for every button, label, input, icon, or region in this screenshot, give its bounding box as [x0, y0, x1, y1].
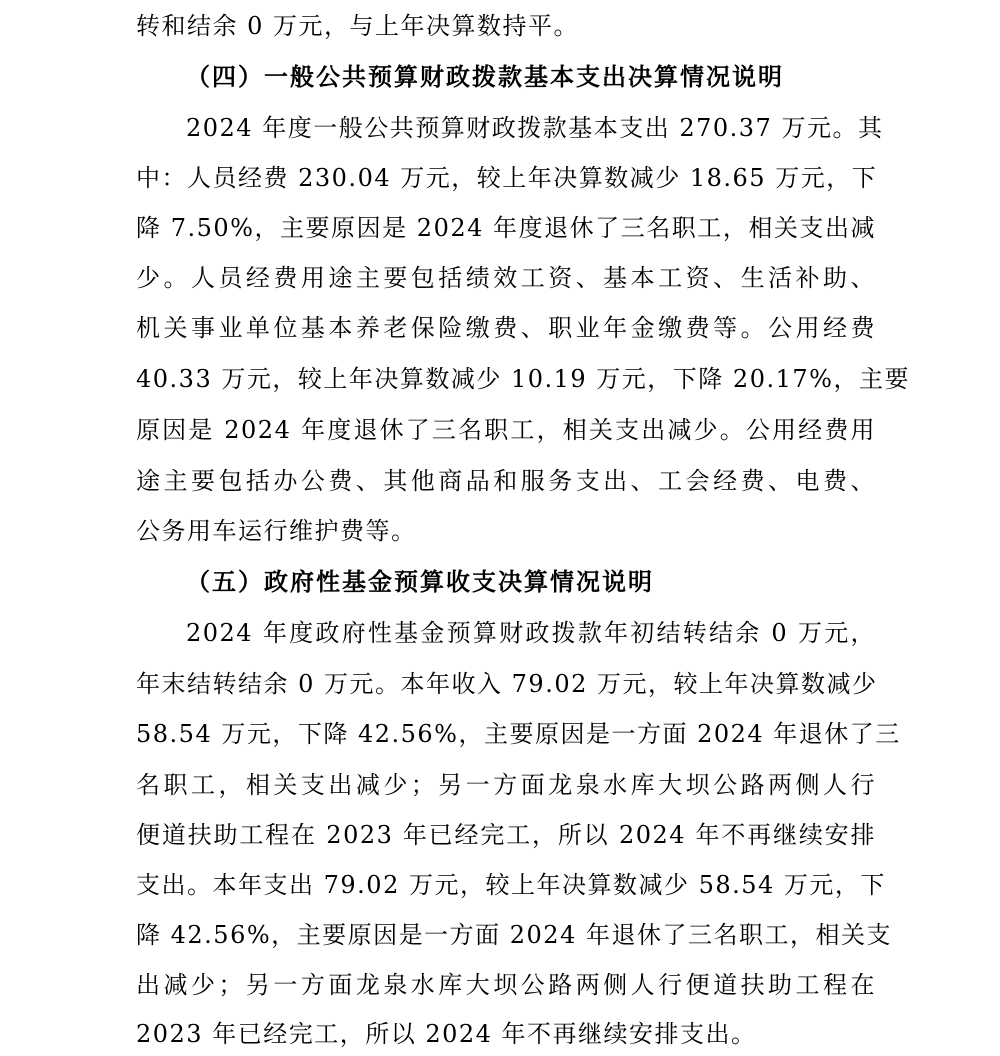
paragraph-line: 40.33 万元，较上年决算数减少 10.19 万元，下降 20.17%，主要 [136, 365, 910, 393]
paragraph-line: 年末结转结余 0 万元。本年收入 79.02 万元，较上年决算数减少 [136, 670, 878, 698]
paragraph-line: 2024 年度政府性基金预算财政拨款年初结转结余 0 万元， [186, 619, 876, 647]
paragraph-line: 公务用车运行维护费等。 [136, 517, 417, 545]
paragraph-line: 中：人员经费 230.04 万元，较上年决算数减少 18.65 万元，下 [136, 164, 878, 192]
paragraph-line: 2024 年度一般公共预算财政拨款基本支出 270.37 万元。其 [186, 114, 884, 142]
paragraph-line: 支出。本年支出 79.02 万元，较上年决算数减少 58.54 万元，下 [136, 871, 886, 899]
paragraph-line: 转和结余 0 万元，与上年决算数持平。 [136, 12, 580, 40]
section-heading: （四）一般公共预算财政拨款基本支出决算情况说明 [186, 63, 784, 91]
section-heading: （五）政府性基金预算收支决算情况说明 [186, 568, 654, 596]
paragraph-line: 名职工，相关支出减少；另一方面龙泉水库大坝公路两侧人行 [136, 771, 876, 799]
paragraph-line: 2023 年已经完工，所以 2024 年不再继续安排支出。 [136, 1020, 757, 1048]
paragraph-line: 58.54 万元，下降 42.56%，主要原因是一方面 2024 年退休了三 [136, 720, 901, 748]
paragraph-line: 原因是 2024 年度退休了三名职工，相关支出减少。公用经费用 [136, 416, 876, 444]
paragraph-line: 少。人员经费用途主要包括绩效工资、基本工资、生活补助、 [136, 264, 876, 292]
paragraph-line: 降 42.56%，主要原因是一方面 2024 年退休了三名职工，相关支 [136, 921, 892, 949]
paragraph-line: 出减少；另一方面龙泉水库大坝公路两侧人行便道扶助工程在 [136, 971, 876, 999]
paragraph-line: 降 7.50%，主要原因是 2024 年度退休了三名职工，相关支出减 [136, 214, 876, 242]
paragraph-line: 途主要包括办公费、其他商品和服务支出、工会经费、电费、 [136, 467, 876, 495]
paragraph-line: 机关事业单位基本养老保险缴费、职业年金缴费等。公用经费 [136, 314, 876, 342]
paragraph-line: 便道扶助工程在 2023 年已经完工，所以 2024 年不再继续安排 [136, 821, 876, 849]
